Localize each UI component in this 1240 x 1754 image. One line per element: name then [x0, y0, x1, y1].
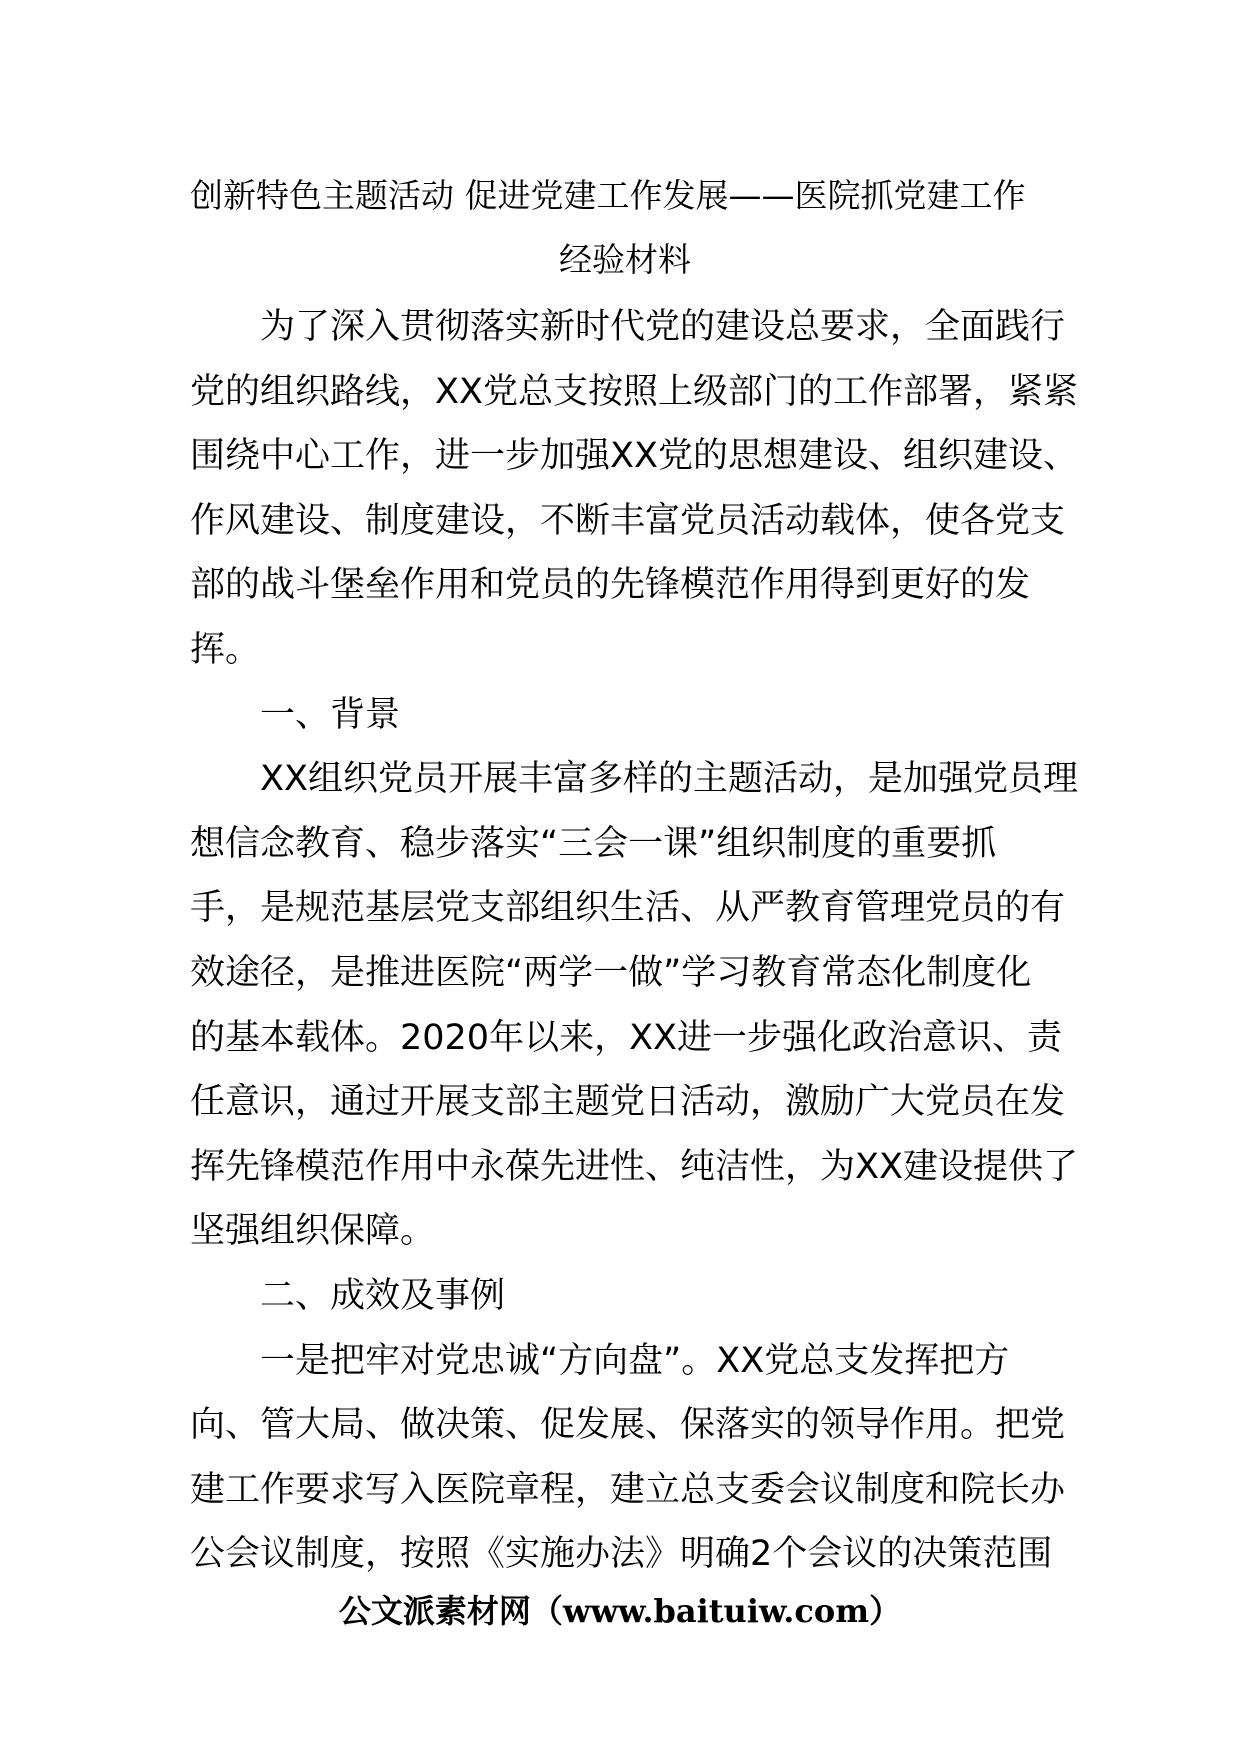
document-body: [190, 295, 1078, 1587]
footer-watermark: 公文派素材网（www.baituiw.com）: [338, 1592, 902, 1630]
paragraph-intro-line: 围绕中心工作，进一步加强XX党的思想建设、组织建设、: [190, 436, 1078, 477]
paragraph-background-line: 坚强组织保障。: [190, 1211, 436, 1252]
paragraph-background-line: XX组织党员开展丰富多样的主题活动，是加强党员理: [260, 759, 1078, 800]
paragraph-background-line: 效途径，是推进医院“两学一做”学习教育常态化制度化: [190, 952, 1032, 993]
paragraph-intro-line: 部的战斗堡垒作用和党员的先锋模范作用得到更好的发: [190, 565, 1031, 606]
paragraph-background-line: 挥先锋模范作用中永葆先进性、纯洁性，为XX建设提供了: [190, 1146, 1078, 1187]
paragraph-background-line: 想信念教育、稳步落实“三会一课”组织制度的重要抓: [190, 823, 997, 864]
paragraph-results-line: 公会议制度，按照《实施办法》明确2个会议的决策范围: [190, 1534, 1053, 1575]
paragraph-background-line: 的基本载体。2020年以来，XX进一步强化政治意识、责: [190, 1017, 1063, 1058]
paragraph-background-line: 手，是规范基层党支部组织生活、从严教育管理党员的有: [190, 888, 1066, 929]
paragraph-results-line: 向、管大局、做决策、促发展、保落实的领导作用。把党: [190, 1405, 1066, 1446]
section-heading-background: 一、背景: [260, 694, 401, 735]
section-heading-results: 二、成效及事例: [260, 1275, 506, 1316]
paragraph-intro-line: 为了深入贯彻落实新时代党的建设总要求，全面践行: [260, 307, 1066, 347]
paragraph-results-line: 建工作要求写入医院章程，建立总支委会议制度和院长办: [190, 1469, 1066, 1510]
paragraph-background-line: 任意识，通过开展支部主题党日活动，激励广大党员在发: [190, 1082, 1066, 1123]
document-title-line-1: 创新特色主题活动 促进党建工作发展——医院抓党建工作: [190, 176, 1026, 215]
document-title-line-2: 经验材料: [559, 240, 691, 279]
paragraph-intro-line: 作风建设、制度建设，不断丰富党员活动载体，使各党支: [190, 500, 1066, 541]
paragraph-intro-line: 党的组织路线，XX党总支按照上级部门的工作部署，紧紧: [190, 371, 1078, 412]
paragraph-results-line: 一是把牢对党忠诚“方向盘”。XX党总支发挥把方: [260, 1340, 1010, 1381]
paragraph-intro-line: 挥。: [190, 629, 261, 670]
